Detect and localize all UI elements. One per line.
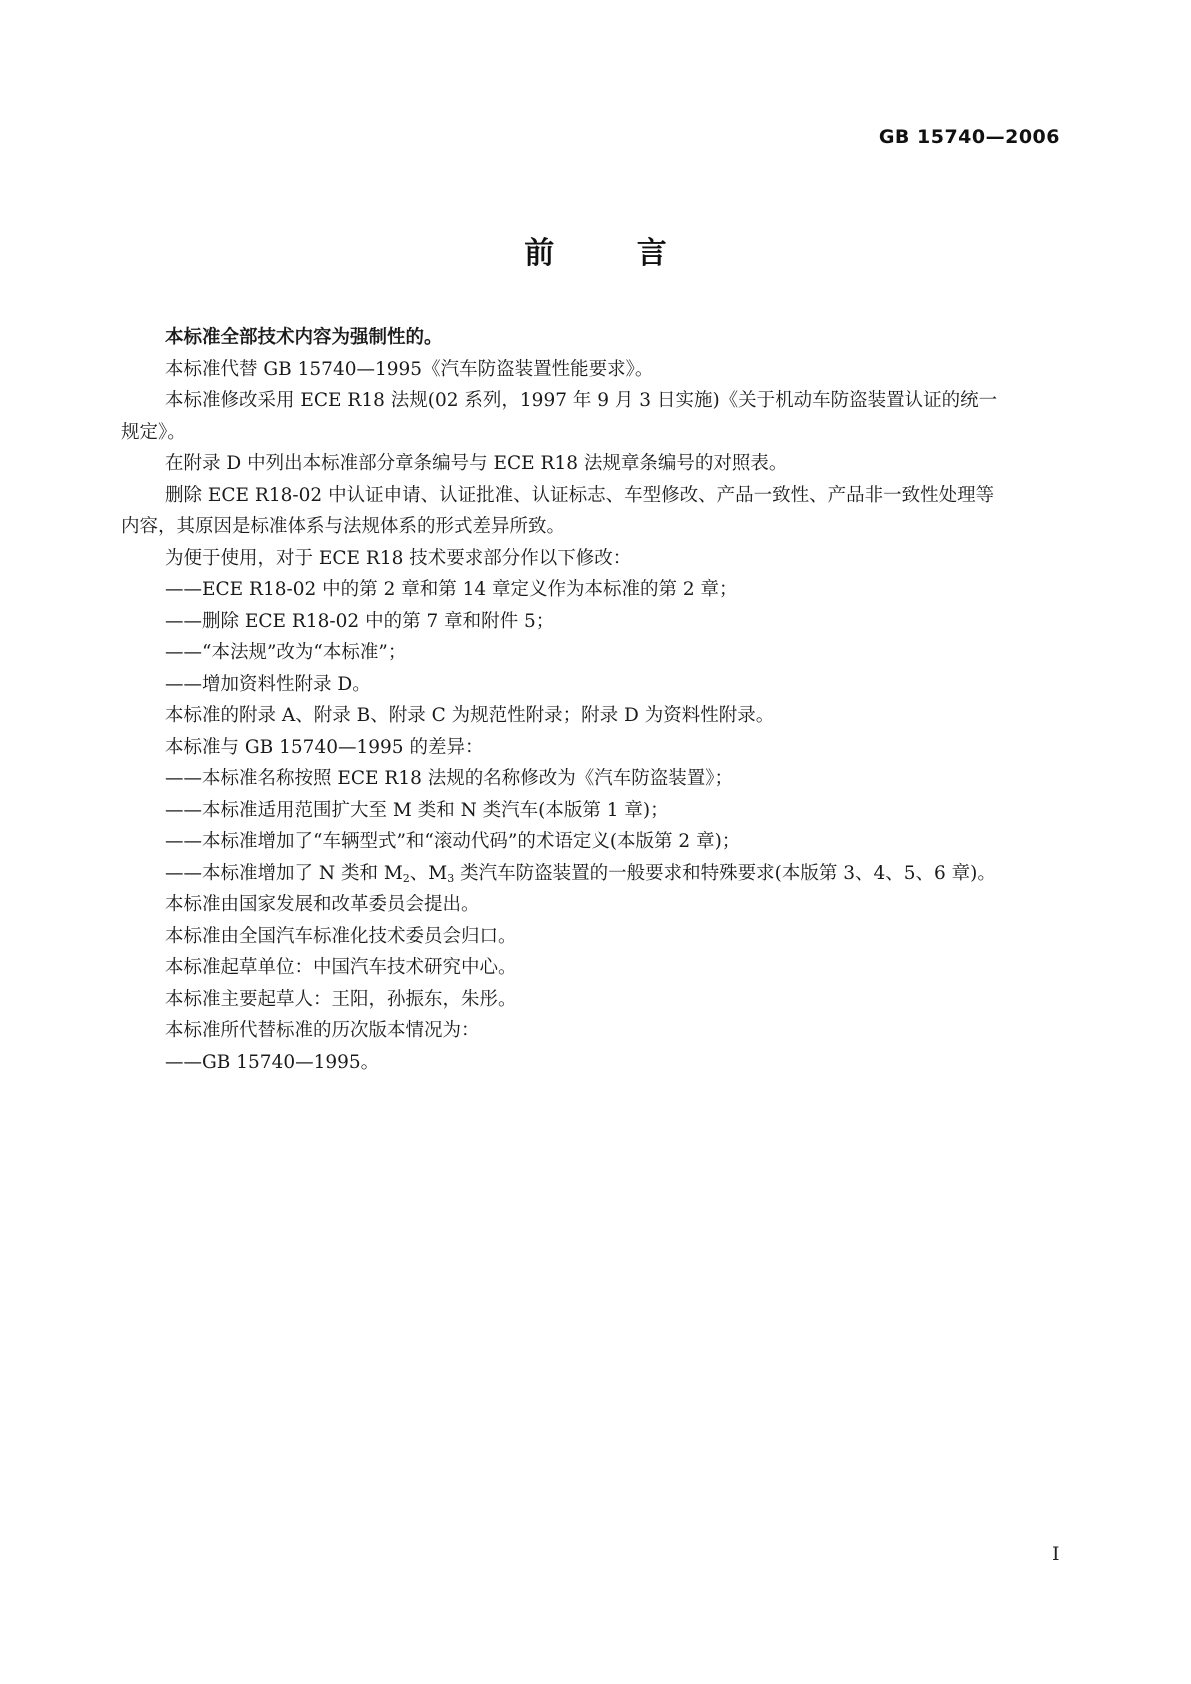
list-item: ——本标准名称按照 ECE R18 法规的名称修改为《汽车防盗装置》； (165, 768, 734, 789)
page-title: 前 言 (524, 236, 703, 271)
paragraph-modifications: 为便于使用，对于 ECE R18 技术要求部分作以下修改： (165, 547, 632, 569)
paragraph-replaces: 本标准代替 GB 15740—1995《汽车防盗装置性能要求》。 (165, 358, 654, 380)
paragraph-proposed-by: 本标准由国家发展和改革委员会提出。 (165, 894, 480, 915)
list-item-text: 、M (409, 862, 448, 884)
paragraph-adoption: 本标准修改采用 ECE R18 法规(02 系列，1997 年 9 月 3 日实施)《关于机动车防盗装置认证的统一 (165, 390, 998, 411)
standard-code: GB 15740—2006 (878, 126, 1060, 148)
list-item: ——增加资料性附录 D。 (165, 673, 371, 695)
paragraph-mandatory: 本标准全部技术内容为强制性的。 (165, 327, 443, 348)
list-item: ——本标准适用范围扩大至 M 类和 N 类汽车(本版第 1 章)； (165, 799, 669, 821)
list-item (121, 858, 1071, 890)
list-item-text: 类汽车防盗装置的一般要求和特殊要求(本版第 3、4、5、6 章)。 (454, 862, 996, 884)
list-item: ——GB 15740—1995。 (165, 1051, 380, 1073)
paragraph-appendix-types: 本标准的附录 A、附录 B、附录 C 为规范性附录；附录 D 为资料性附录。 (165, 705, 775, 726)
paragraph-deletion-cont: 内容，其原因是标准体系与法规体系的形式差异所致。 (121, 516, 566, 537)
paragraph-deletion: 删除 ECE R18-02 中认证申请、认证批准、认证标志、车型修改、产品一致性、产品非一致性处理等 (165, 484, 995, 506)
list-item: ——“本法规”改为“本标准”； (165, 642, 407, 663)
subscript: 3 (447, 871, 455, 885)
paragraph-drafting-unit: 本标准起草单位：中国汽车技术研究中心。 (165, 957, 517, 978)
list-item: ——本标准增加了“车辆型式”和“滚动代码”的术语定义(本版第 2 章)； (165, 831, 741, 852)
subscript: 2 (402, 871, 410, 885)
list-item: ——ECE R18-02 中的第 2 章和第 14 章定义作为本标准的第 2 章； (165, 579, 738, 600)
paragraph-adoption-cont: 规定》。 (121, 421, 186, 443)
paragraph-centralized-by: 本标准由全国汽车标准化技术委员会归口。 (165, 925, 517, 947)
paragraph-history: 本标准所代替标准的历次版本情况为： (165, 1020, 480, 1041)
paragraph-appendix-d: 在附录 D 中列出本标准部分章条编号与 ECE R18 法规章条编号的对照表。 (165, 453, 788, 474)
foreword-body (121, 322, 1071, 1078)
page-number: I (1052, 1543, 1060, 1565)
paragraph-differences: 本标准与 GB 15740—1995 的差异： (165, 736, 484, 758)
list-item: ——删除 ECE R18-02 中的第 7 章和附件 5； (165, 610, 555, 632)
paragraph-drafters: 本标准主要起草人：王阳，孙振东，朱彤。 (165, 988, 517, 1010)
list-item-text: ——本标准增加了 N 类和 M (165, 862, 403, 884)
